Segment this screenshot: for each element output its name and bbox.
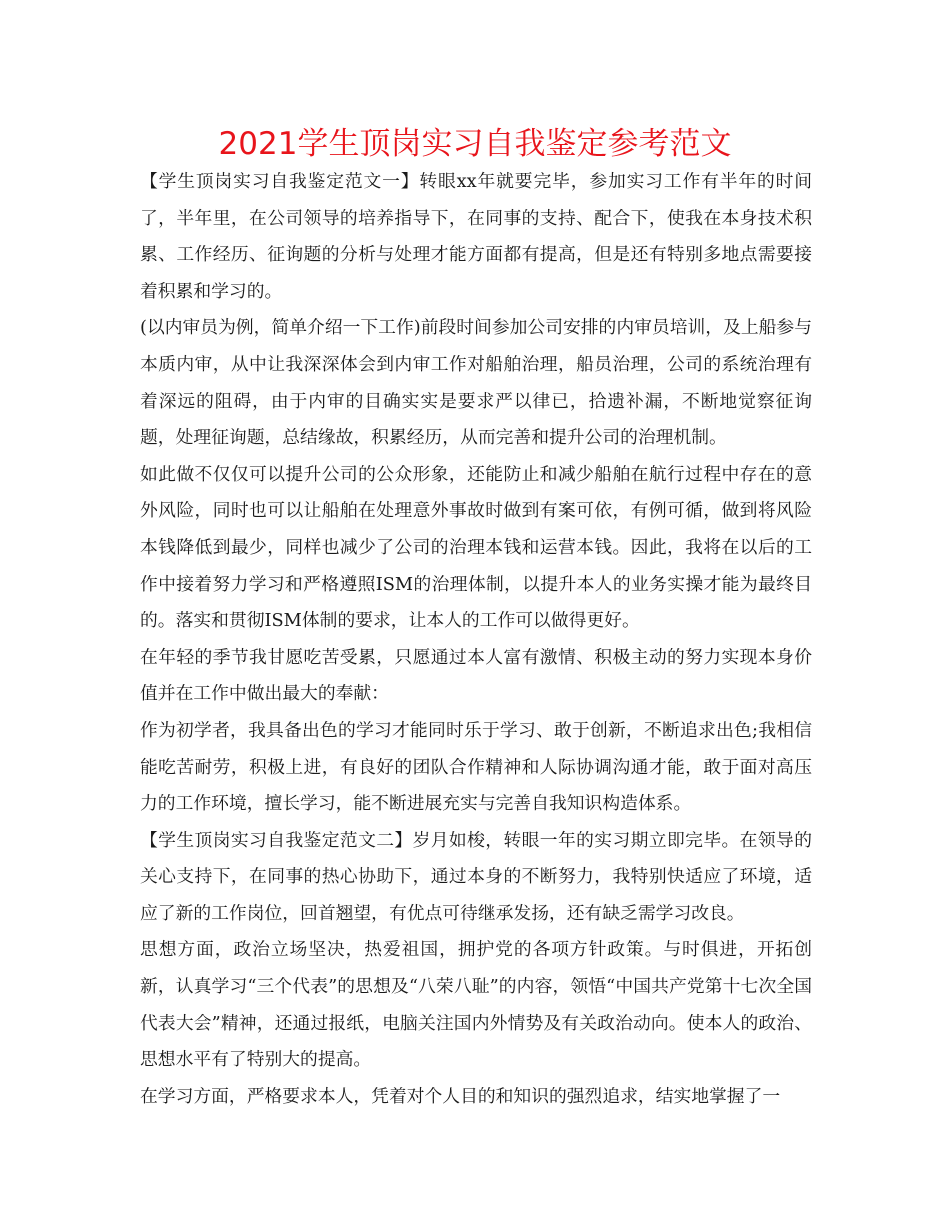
paragraph-8: 在学习方面，严格要求本人，凭着对个人目的和知识的强烈追求，结实地掌握了一 bbox=[140, 1085, 781, 1107]
paragraph-4: 在年轻的季节我甘愿吃苦受累，只愿通过本人富有激情、积极主动的努力实现本身价值并在工作中做出最大的奉献： bbox=[140, 646, 812, 705]
document-body bbox=[140, 164, 812, 1115]
document-title: 2021学生顶岗实习自我鉴定参考范文 bbox=[218, 126, 732, 162]
paragraph-6: 【学生顶岗实习自我鉴定范文二】岁月如梭，转眼一年的实习期立即完毕。在领导的关心支持下，在同事的热心协助下，通过本身的不断努力，我特别快适应了环境，适应了新的工作岗位，回首翘望，有优点可待继承发扬，还有缺乏需学习改良。 bbox=[140, 829, 812, 924]
paragraph-5: 作为初学者，我具备出色的学习才能同时乐于学习、敢于创新，不断追求出色;我相信能吃苦耐劳，积极上进，有良好的团队合作精神和人际协调沟通才能，敢于面对高压力的工作环境，擅长学习，能不断进展充实与完善自我知识构造体系。 bbox=[140, 719, 812, 815]
paragraph-7: 思想方面，政治立场坚决，热爱祖国，拥护党的各项方针政策。与时俱进，开拓创新，认真学习“三个代表”的思想及“八荣八耻”的内容，领悟“中国共产党第十七次全国代表大会”精神，还通过报纸，电脑关注国内外情势及有关政治动向。使本人的政治、思想水平有了特别大的提高。 bbox=[140, 939, 812, 1071]
paragraph-1: 【学生顶岗实习自我鉴定范文一】转眼xx年就要完毕，参加实习工作有半年的时间了，半年里，在公司领导的培养指导下，在同事的支持、配合下，使我在本身技术积累、工作经历、征询题的分析与处理才能方面都有提高，但是还有特别多地点需要接着积累和学习的。 bbox=[140, 171, 812, 302]
paragraph-2: (以内审员为例，简单介绍一下工作)前段时间参加公司安排的内审员培训，及上船参与本质内审，从中让我深深体会到内审工作对船舶治理，船员治理，公司的系统治理有着深远的阻碍，由于内审的目确实实是要求严以律已，拾遗补漏，不断地觉察征询题，处理征询题，总结缘故，积累经历，从而完善和提升公司的治理机制。 bbox=[140, 317, 812, 449]
paragraph-3: 如此做不仅仅可以提升公司的公众形象，还能防止和减少船舶在航行过程中存在的意外风险，同时也可以让船舶在处理意外事故时做到有案可依，有例可循，做到将风险本钱降低到最少，同样也减少了公司的治理本钱和运营本钱。因此，我将在以后的工作中接着努力学习和严格遵照ISM的治理体制，以提升本人的业务实操才能为最终目的。落实和贯彻ISM体制的要求，让本人的工作可以做得更好。 bbox=[140, 463, 812, 632]
